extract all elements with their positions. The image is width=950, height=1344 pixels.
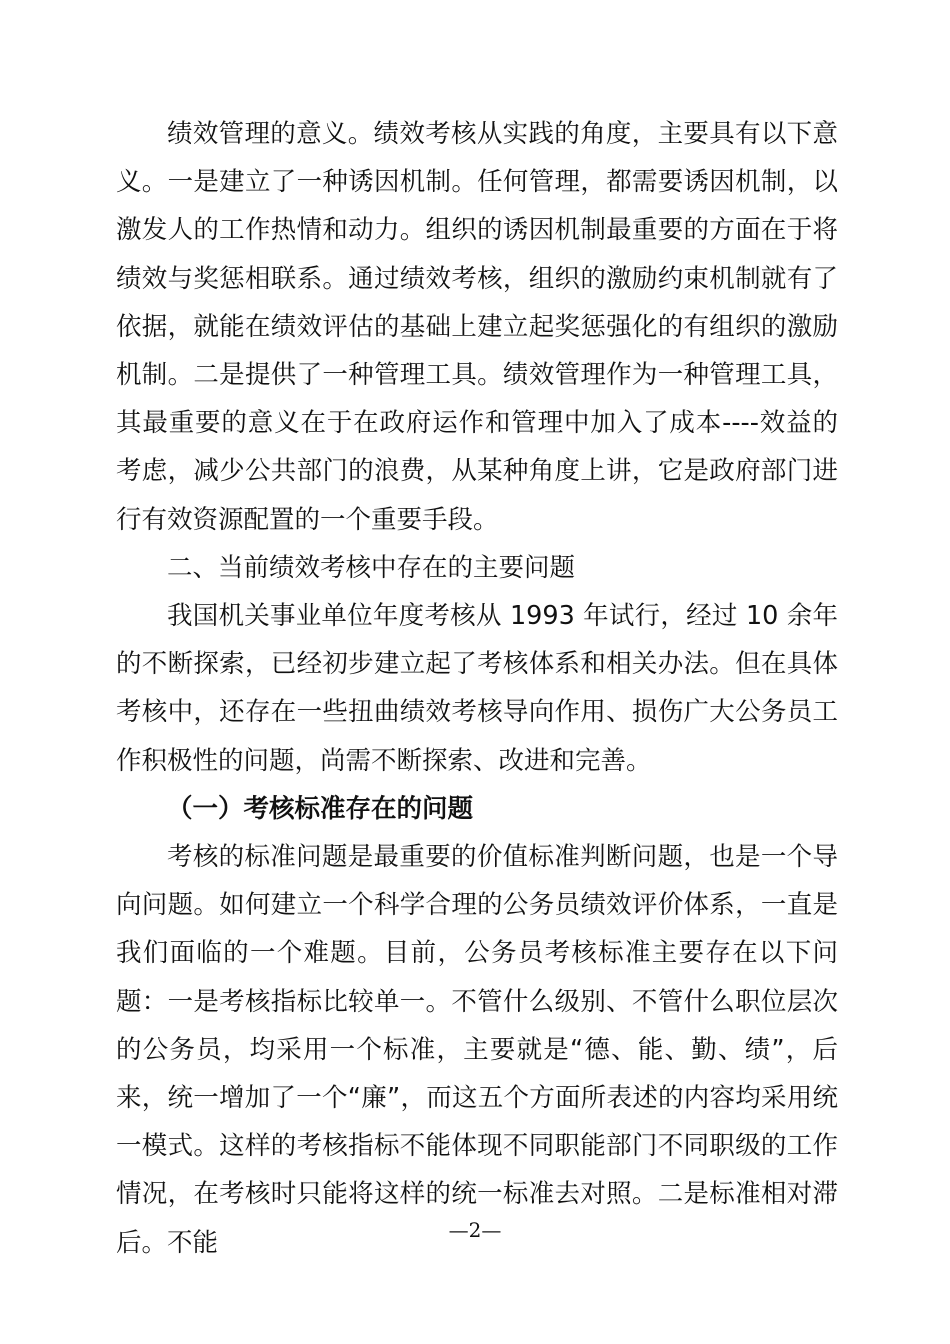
paragraph-assessment-standards: 考核的标准问题是最重要的价值标准判断问题，也是一个导向问题。如何建立一个科学合理的公务员绩效评价体系，一直是我们面临的一个难题。目前，公务员考核标准主要存在以下问题：一是考核指标比较单一。不管什么级别、不管什么职位层次的公务员，均采用一个标准，主要就是“德、能、勤、绩”，后来，统一增加了一个“廉”，而这五个方面所表述的内容均采用统一模式。这样的考核指标不能体现不同职能部门不同职级的工作情况，在考核时只能将这样的统一标准去对照。二是标准相对滞后。不能	[116, 842, 838, 1258]
paragraph-annual-assessment: 我国机关事业单位年度考核从 1993 年试行，经过 10 余年的不断探索，已经初步建立起了考核体系和相关办法。但在具体考核中，还存在一些扭曲绩效考核导向作用、损伤广大公务员工作积极性的问题，尚需不断探索、改进和完善。	[116, 601, 838, 776]
page-number: —2—	[448, 1218, 502, 1242]
subsection-heading-standard-problems: （一）考核标准存在的问题	[167, 793, 474, 824]
section-heading-main-problems: 二、当前绩效考核中存在的主要问题	[167, 552, 576, 583]
document-body	[116, 110, 838, 1267]
paragraph-performance-significance: 绩效管理的意义。绩效考核从实践的角度，主要具有以下意义。一是建立了一种诱因机制。任何管理，都需要诱因机制，以激发人的工作热情和动力。组织的诱因机制最重要的方面在于将绩效与奖惩相联系。通过绩效考核，组织的激励约束机制就有了依据，就能在绩效评估的基础上建立起奖惩强化的有组织的激励机制。二是提供了一种管理工具。绩效管理作为一种管理工具，其最重要的意义在于在政府运作和管理中加入了成本----效益的考虑，减少公共部门的浪费，从某种角度上讲，它是政府部门进行有效资源配置的一个重要手段。	[116, 119, 838, 535]
